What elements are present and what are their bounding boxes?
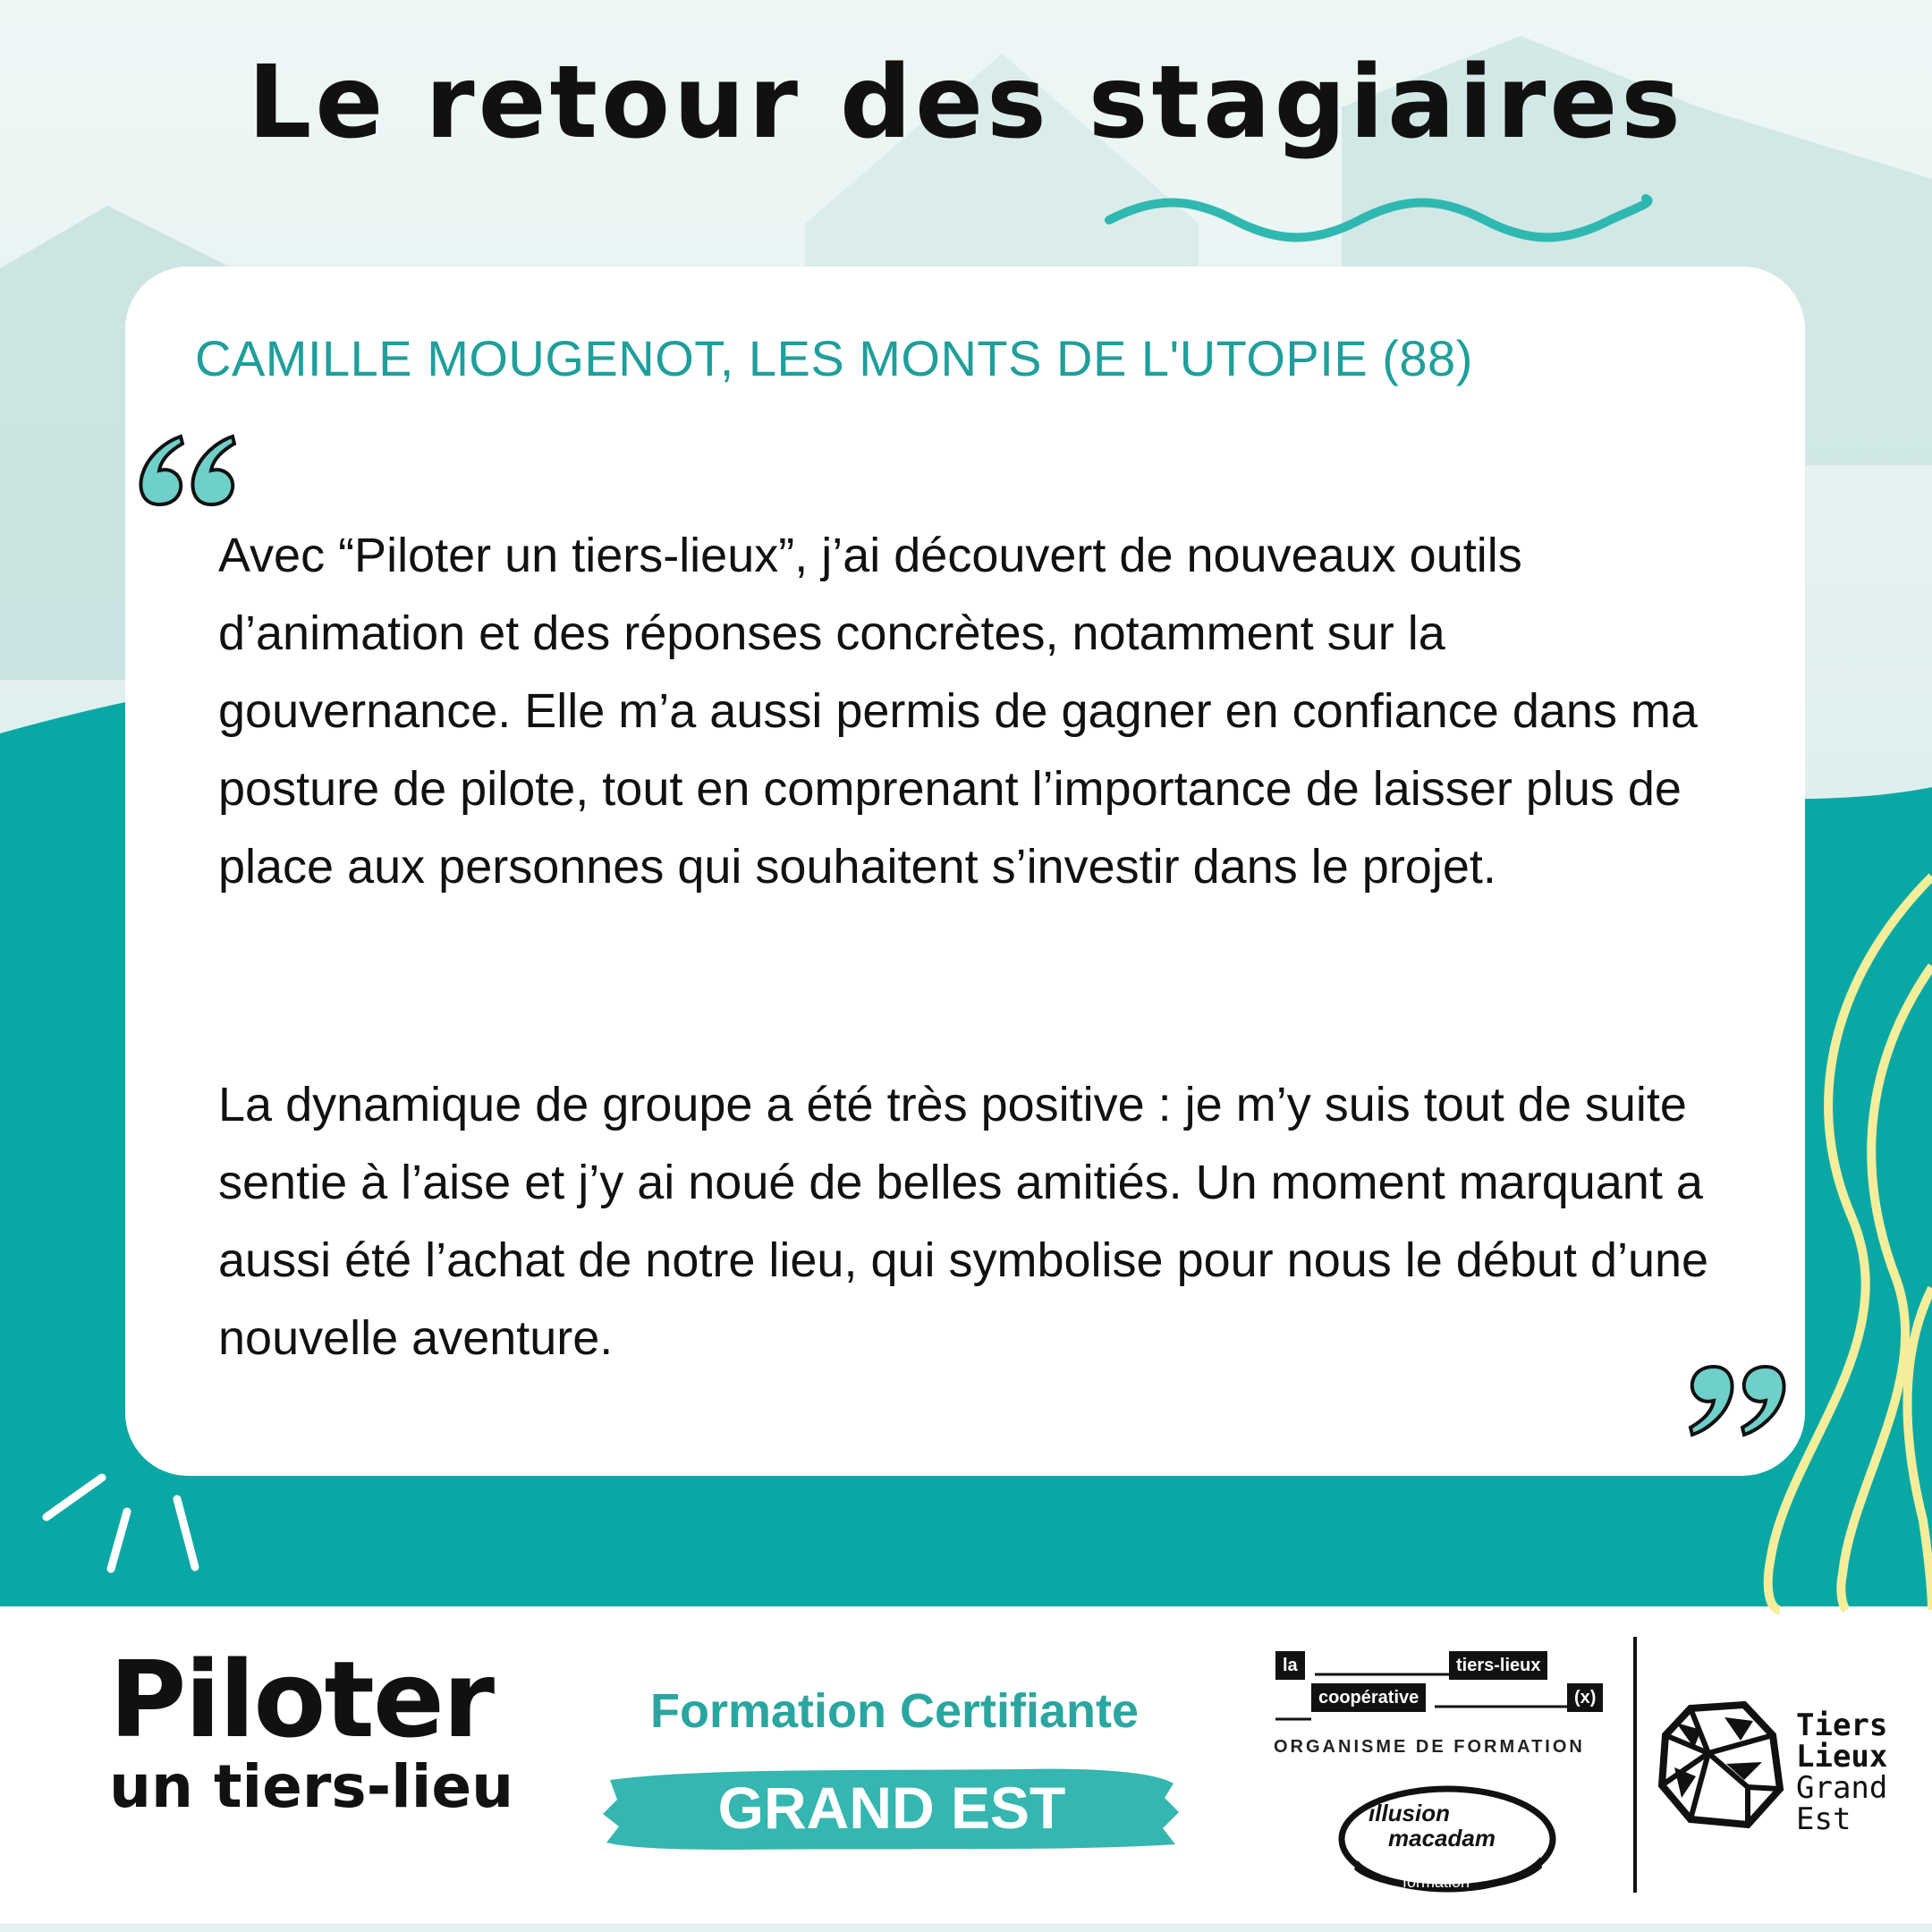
testimonial-paragraph-1: Avec “Piloter un tiers-lieux”, j’ai découvert de nouveaux outils d’animation et des réponses concrètes, notamment sur la gouvernance. Elle m’a aussi permis de gagner en confiance dans ma posture de pilote, tout en comprenant l’importance de laisser plus de place aux personnes qui souhaitent s’investir dans le projet. bbox=[218, 529, 1698, 894]
open-quote-icon bbox=[134, 431, 240, 506]
illusion-logo-word-1: illusion bbox=[1368, 1800, 1450, 1826]
testimonial-paragraph-2: La dynamique de groupe a été très positive : je m’y suis tout de suite sentie à l’aise et j’y ai noué de belles amitiés. Un moment marquant a aussi été l’achat de notre lieu, qui symbolise pour nous le début d’une nouvelle aventure. bbox=[218, 1078, 1709, 1365]
illusion-logo-word-3: formation bbox=[1402, 1873, 1470, 1891]
footer-divider bbox=[1633, 1637, 1637, 1893]
coop-logo-word-la: la bbox=[1275, 1651, 1305, 1680]
coop-logo-word-x: (x) bbox=[1567, 1683, 1603, 1712]
formation-label: Formation Certifiante bbox=[649, 1684, 1140, 1738]
illusion-logo-word-2: macadam bbox=[1388, 1825, 1496, 1852]
coop-logo-lines bbox=[1275, 1648, 1606, 1723]
coop-logo-word-tiers-lieux: tiers-lieux bbox=[1449, 1651, 1547, 1680]
page-title: Le retour des stagiaires bbox=[248, 45, 1684, 161]
close-quote-icon bbox=[1687, 1365, 1792, 1440]
region-label: GRAND EST bbox=[717, 1775, 1066, 1841]
coop-logo-word-cooperative: coopérative bbox=[1311, 1683, 1426, 1712]
coop-logo-subtitle: ORGANISME DE FORMATION bbox=[1274, 1737, 1585, 1757]
piloter-logo-title: Piloter bbox=[109, 1638, 494, 1761]
tiers-lieux-map-icon bbox=[1655, 1699, 1785, 1830]
testimonial-author: CAMILLE MOUGENOT, LES MONTS DE L'UTOPIE (88) bbox=[195, 330, 1473, 386]
piloter-logo-subtitle: un tiers-lieu bbox=[109, 1752, 514, 1821]
tiers-lieux-grand-est-logo-text: Tiers Lieux Grand Est bbox=[1796, 1707, 1888, 1837]
